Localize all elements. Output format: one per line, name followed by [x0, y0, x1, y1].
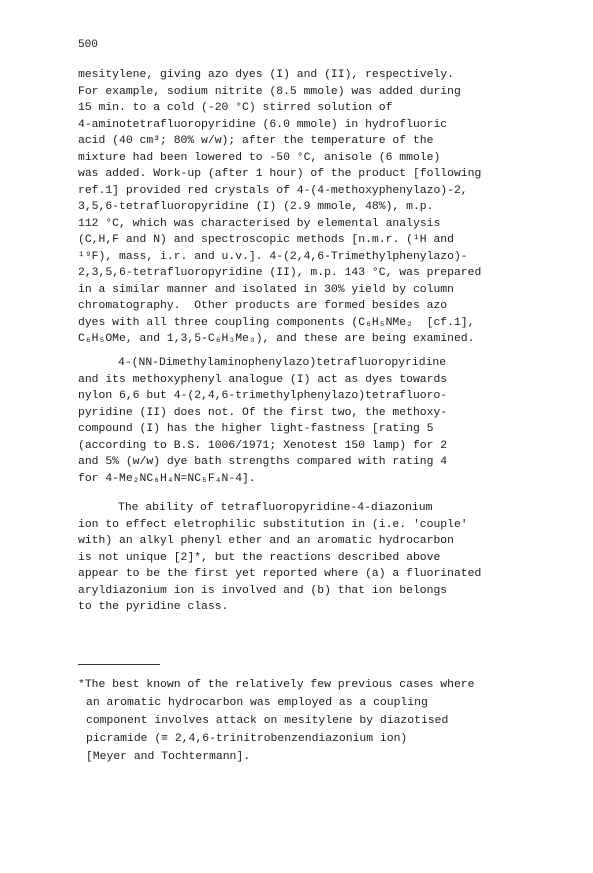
text-line: acid (40 cm³; 80% w/w); after the temperature of the	[78, 135, 434, 147]
page-number: 500	[78, 39, 98, 51]
text-line: For example, sodium nitrite (8.5 mmole) was added during	[78, 85, 461, 98]
text-line: pyridine (II) does not. Of the first two, the methoxy-	[78, 406, 448, 419]
text-line: 2,3,5,6-tetrafluoropyridine (II), m.p. 143 °C, was prepared	[78, 267, 482, 279]
text-line: mixture had been lowered to -50 °C, anisole (6 mmole)	[78, 151, 441, 164]
text-line: chromatography. Other products are formed besides azo	[78, 300, 448, 312]
text-line: with) an alkyl phenyl ether and an aromatic hydrocarbon	[78, 535, 454, 547]
footnote-divider	[78, 664, 160, 665]
text-line: and its methoxyphenyl analogue (I) act as dyes towards	[78, 373, 448, 386]
text-line: ref.1] provided red crystals of 4-(4-methoxyphenylazo)-2,	[78, 184, 468, 197]
text-line: nylon 6,6 but 4-(2,4,6-trimethylphenylazo)tetrafluoro-	[78, 390, 448, 402]
paragraph-1	[78, 67, 548, 348]
text-line: and 5% (w/w) dye bath strengths compared with rating 4	[78, 456, 448, 468]
text-line: C₆H₅OMe, and 1,3,5-C₆H₃Me₃), and these are being examined.	[78, 333, 475, 345]
footnote-line: [Meyer and Tochtermann].	[86, 751, 251, 763]
footnote	[78, 676, 548, 766]
text-line: was added. Work-up (after 1 hour) of the product [following	[78, 168, 482, 180]
text-line: for 4-Me₂NC₆H₄N=NC₅F₄N-4].	[78, 472, 256, 485]
paragraph-3	[78, 500, 548, 616]
text-line: to the pyridine class.	[78, 601, 229, 613]
text-line: 15 min. to a cold (-20 °C) stirred solution of	[78, 102, 393, 114]
text-line: 4-(NN-Dimethylaminophenylazo)tetrafluoropyridine	[118, 357, 447, 369]
text-line: dyes with all three coupling components (C₆H₅NMe₂ [cf.1],	[78, 316, 475, 329]
text-line: compound (I) has the higher light-fastness [rating 5	[78, 423, 434, 435]
footnote-line: component involves attack on mesitylene by diazotised	[86, 715, 449, 727]
text-line: 112 °C, which was characterised by elemental analysis	[78, 217, 441, 230]
text-line: in a similar manner and isolated in 30% yield by column	[78, 283, 454, 296]
footnote-line: picramide (≡ 2,4,6-trinitrobenzendiazonium ion)	[86, 733, 408, 745]
paragraph-2	[78, 355, 548, 487]
footnote-line: an aromatic hydrocarbon was employed as a coupling	[86, 697, 428, 709]
text-line: 3,5,6-tetrafluoropyridine (I) (2.9 mmole, 48%), m.p.	[78, 201, 434, 213]
text-line: (according to B.S. 1006/1971; Xenotest 150 lamp) for 2	[78, 439, 448, 452]
text-line: (C,H,F and N) and spectroscopic methods [n.m.r. (¹H and	[78, 234, 454, 246]
text-line: is not unique [2]*, but the reactions described above	[78, 551, 441, 564]
footnote-line: *The best known of the relatively few previous cases where	[78, 679, 475, 691]
text-line: appear to be the first yet reported where (a) a fluorinated	[78, 568, 482, 580]
text-line: 4-aminotetrafluoropyridine (6.0 mmole) in hydrofluoric	[78, 118, 448, 131]
text-line: ¹⁹F), mass, i.r. and u.v.]. 4-(2,4,6-Trimethylphenylazo)-	[78, 250, 468, 263]
text-line: ion to effect eletrophilic substitution in (i.e. 'couple'	[78, 518, 468, 531]
text-line: mesitylene, giving azo dyes (I) and (II), respectively.	[78, 69, 454, 81]
text-line: aryldiazonium ion is involved and (b) that ion belongs	[78, 584, 448, 597]
text-line: The ability of tetrafluoropyridine-4-diazonium	[118, 502, 433, 514]
